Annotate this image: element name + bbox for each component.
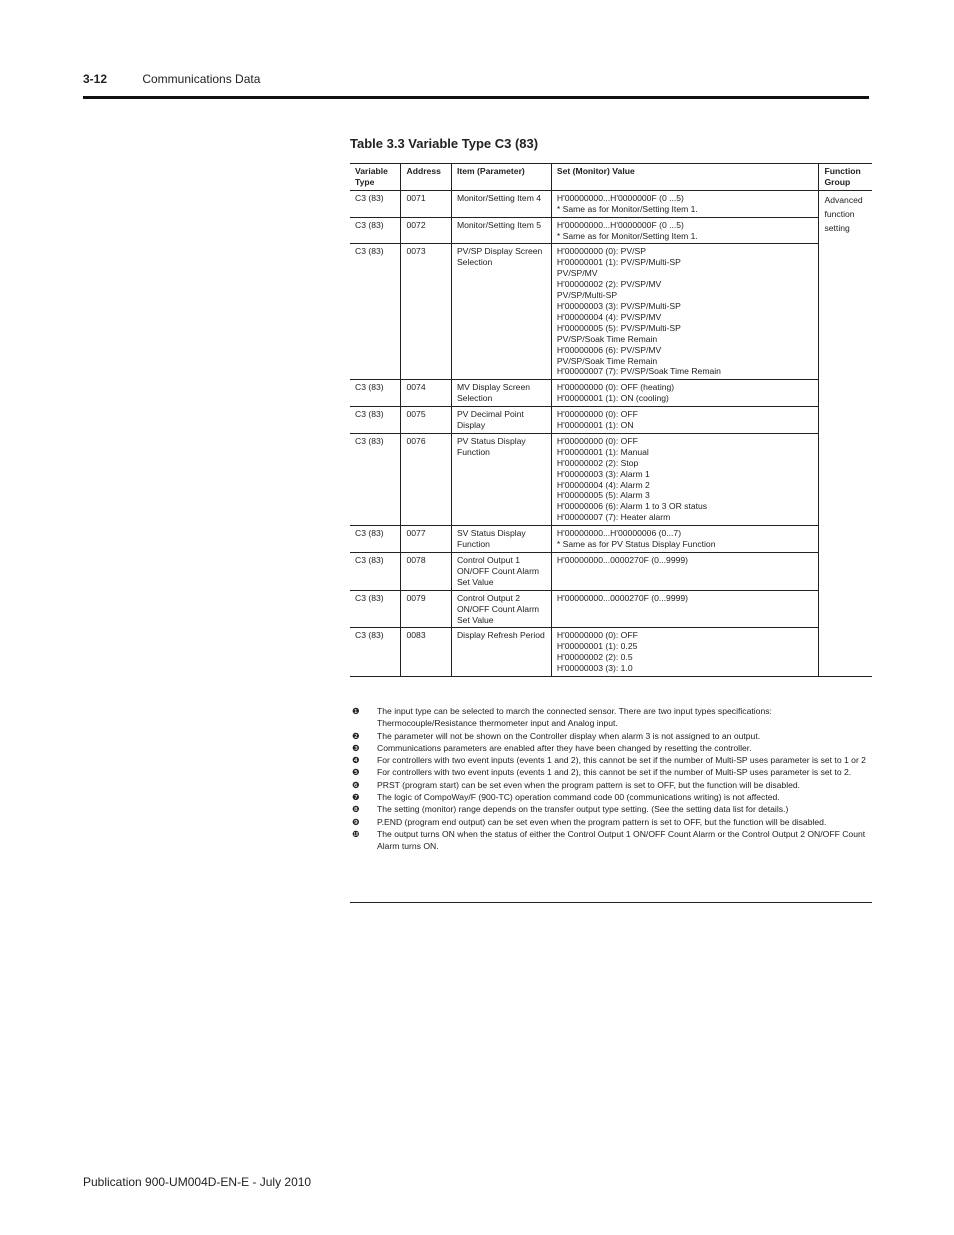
cell-item: Monitor/Setting Item 5	[451, 217, 551, 244]
footnote	[352, 754, 872, 766]
value-line: * Same as for Monitor/Setting Item 1.	[556, 230, 698, 241]
cell-item: Control Output 1 ON/OFF Count Alarm Set Value	[451, 553, 551, 591]
cell-item: SV Status Display Function	[451, 526, 551, 553]
cell-variable-type: C3 (83)	[350, 553, 401, 591]
cell-address: 0074	[401, 380, 451, 407]
cell-item: PV Decimal Point Display	[451, 407, 551, 434]
cell-function-group: Advanced function setting	[819, 190, 872, 676]
table-row	[350, 407, 872, 434]
value-line: H'00000000 (0): OFF (heating)	[556, 382, 675, 393]
table-row	[350, 217, 872, 244]
cell-set-value	[551, 190, 819, 217]
table-row	[350, 526, 872, 553]
footnote-marker: ❷	[352, 730, 360, 741]
footnote-text: PRST (program start) can be set even when the program pattern is set to OFF, but the function will be disabled.	[377, 779, 801, 790]
value-line: H'00000001 (1): PV/SP/Multi-SP	[556, 257, 681, 268]
col-function-group: Function Group	[819, 164, 872, 191]
cell-address: 0071	[401, 190, 451, 217]
value-line: H'00000000...H'0000000F (0 ...5)	[556, 192, 684, 203]
value-line: H'00000006 (6): Alarm 1 to 3 OR status	[556, 501, 708, 512]
value-line: H'00000006 (6): PV/SP/MV	[556, 344, 662, 355]
footnote-marker: ❺	[352, 767, 360, 778]
value-line: H'00000004 (4): Alarm 2	[556, 479, 650, 490]
footnotes	[352, 705, 872, 853]
value-line: H'00000001 (1): ON (cooling)	[556, 393, 669, 404]
footnote-marker: ❼	[352, 792, 360, 803]
variable-table	[350, 163, 872, 677]
page-number: 3-12	[83, 72, 108, 86]
table-title: Table 3.3 Variable Type C3 (83)	[350, 136, 539, 151]
bottom-rule	[350, 902, 872, 903]
section-title: Communications Data	[142, 72, 261, 86]
value-line: PV/SP/Multi-SP	[556, 290, 618, 301]
cell-address: 0072	[401, 217, 451, 244]
value-line: H'00000007 (7): Heater alarm	[556, 512, 671, 523]
footnote	[352, 779, 872, 791]
value-line: H'00000005 (5): Alarm 3	[556, 490, 650, 501]
value-line: H'00000003 (3): Alarm 1	[556, 468, 650, 479]
publication-footer: Publication 900-UM004D-EN-E - July 2010	[83, 1175, 312, 1189]
page-header	[83, 72, 260, 86]
cell-address: 0075	[401, 407, 451, 434]
cell-item: MV Display Screen Selection	[451, 380, 551, 407]
cell-variable-type: C3 (83)	[350, 526, 401, 553]
footnote	[352, 705, 872, 730]
value-line: H'00000002 (2): PV/SP/MV	[556, 279, 662, 290]
cell-variable-type: C3 (83)	[350, 590, 401, 628]
col-address: Address	[401, 164, 451, 191]
table-row	[350, 590, 872, 628]
table-row	[350, 553, 872, 591]
cell-variable-type: C3 (83)	[350, 628, 401, 677]
table-row	[350, 433, 872, 525]
footnote-marker: ❾	[352, 816, 360, 827]
col-variable-type: Variable Type	[350, 164, 401, 191]
header-rule	[83, 96, 869, 99]
cell-variable-type: C3 (83)	[350, 244, 401, 380]
cell-set-value	[551, 407, 819, 434]
cell-set-value	[551, 628, 819, 677]
cell-set-value	[551, 526, 819, 553]
footnote-text: For controllers with two event inputs (events 1 and 2), this cannot be set if the number of Multi-SP uses parameter is set to 1 or 2	[377, 755, 866, 766]
footnote-text: The logic of CompoWay/F (900-TC) operation command code 00 (communications writing) is not affected.	[377, 792, 780, 803]
value-line: H'00000004 (4): PV/SP/MV	[556, 311, 662, 322]
value-line: H'00000000...H'0000000F (0 ...5)	[556, 219, 684, 230]
cell-address: 0078	[401, 553, 451, 591]
footnote	[352, 766, 872, 778]
cell-item: PV/SP Display Screen Selection	[451, 244, 551, 380]
table-row	[350, 380, 872, 407]
cell-set-value	[551, 244, 819, 380]
cell-variable-type: C3 (83)	[350, 380, 401, 407]
footnote-text: The parameter will not be shown on the Controller display when alarm 3 is not assigned to an output.	[377, 730, 761, 741]
value-line: H'00000000 (0): PV/SP	[556, 246, 646, 257]
footnote	[352, 730, 872, 742]
value-line: H'00000000 (0): OFF	[556, 630, 638, 641]
footnote-marker: ❹	[352, 755, 360, 766]
cell-variable-type: C3 (83)	[350, 217, 401, 244]
value-line: H'00000000...H'00000006 (0...7)	[556, 528, 682, 539]
table-body	[350, 190, 872, 676]
col-set-value: Set (Monitor) Value	[551, 164, 819, 191]
value-line: H'00000000...0000270F (0...9999)	[556, 555, 689, 565]
footnote-text: The output turns ON when the status of either the Control Output 1 ON/OFF Count Alarm or the Control Output 2 ON/OFF Count Alarm turns ON.	[377, 828, 866, 852]
cell-variable-type: C3 (83)	[350, 190, 401, 217]
value-line: PV/SP/MV	[556, 268, 598, 279]
value-line: * Same as for Monitor/Setting Item 1.	[556, 203, 698, 214]
footnote-marker: ❸	[352, 742, 360, 753]
table-row	[350, 244, 872, 380]
footnote-text: The setting (monitor) range depends on the transfer output type setting. (See the setting data list for details.)	[377, 804, 789, 815]
footnote	[352, 828, 872, 853]
cell-item: Monitor/Setting Item 4	[451, 190, 551, 217]
cell-item: Display Refresh Period	[451, 628, 551, 677]
value-line: H'00000002 (2): 0.5	[556, 652, 633, 663]
table-row	[350, 628, 872, 677]
value-line: H'00000007 (7): PV/SP/Soak Time Remain	[556, 366, 721, 377]
cell-address: 0073	[401, 244, 451, 380]
cell-set-value	[551, 553, 819, 591]
cell-item: Control Output 2 ON/OFF Count Alarm Set Value	[451, 590, 551, 628]
value-line: PV/SP/Soak Time Remain	[556, 333, 658, 344]
value-line: H'00000000 (0): OFF	[556, 435, 638, 446]
footnote	[352, 803, 872, 815]
cell-item: PV Status Display Function	[451, 433, 551, 525]
cell-address: 0079	[401, 590, 451, 628]
value-line: H'00000002 (2): Stop	[556, 457, 639, 468]
value-line: H'00000003 (3): PV/SP/Multi-SP	[556, 300, 681, 311]
value-line: PV/SP/Soak Time Remain	[556, 355, 658, 366]
footnote-marker: ❿	[352, 828, 360, 839]
cell-address: 0076	[401, 433, 451, 525]
footnote-marker: ❽	[352, 804, 360, 815]
cell-address: 0083	[401, 628, 451, 677]
footnote-text: The input type can be selected to march the connected sensor. There are two input types specifications: Thermocouple/Resistance thermometer input and Analog input.	[377, 706, 772, 729]
value-line: H'00000003 (3): 1.0	[556, 663, 633, 674]
table-row	[350, 190, 872, 217]
col-item: Item (Parameter)	[451, 164, 551, 191]
cell-set-value	[551, 590, 819, 628]
footnote-text: Communications parameters are enabled after they have been changed by resetting the controller.	[377, 742, 752, 753]
footnote	[352, 816, 872, 828]
footnote-marker: ❻	[352, 779, 360, 790]
value-line: H'00000001 (1): Manual	[556, 446, 649, 457]
value-line: * Same as for PV Status Display Function	[556, 539, 716, 550]
cell-variable-type: C3 (83)	[350, 433, 401, 525]
footnote-text: For controllers with two event inputs (events 1 and 2), this cannot be set if the number of Multi-SP uses parameter is set to 2.	[377, 767, 852, 778]
table-header-row	[350, 164, 872, 191]
cell-set-value	[551, 380, 819, 407]
value-line: H'00000001 (1): 0.25	[556, 641, 638, 652]
value-line: H'00000001 (1): ON	[556, 420, 634, 431]
footnote	[352, 791, 872, 803]
value-line: H'00000005 (5): PV/SP/Multi-SP	[556, 322, 681, 333]
value-line: H'00000000...0000270F (0...9999)	[556, 592, 689, 603]
cell-address: 0077	[401, 526, 451, 553]
footnote-text: P.END (program end output) can be set even when the program pattern is set to OFF, but the function will be disabled.	[377, 816, 827, 827]
value-line: H'00000000 (0): OFF	[556, 409, 638, 420]
cell-set-value	[551, 217, 819, 244]
cell-set-value	[551, 433, 819, 525]
footnote-marker: ❶	[352, 706, 360, 716]
footnote	[352, 742, 872, 754]
cell-variable-type: C3 (83)	[350, 407, 401, 434]
